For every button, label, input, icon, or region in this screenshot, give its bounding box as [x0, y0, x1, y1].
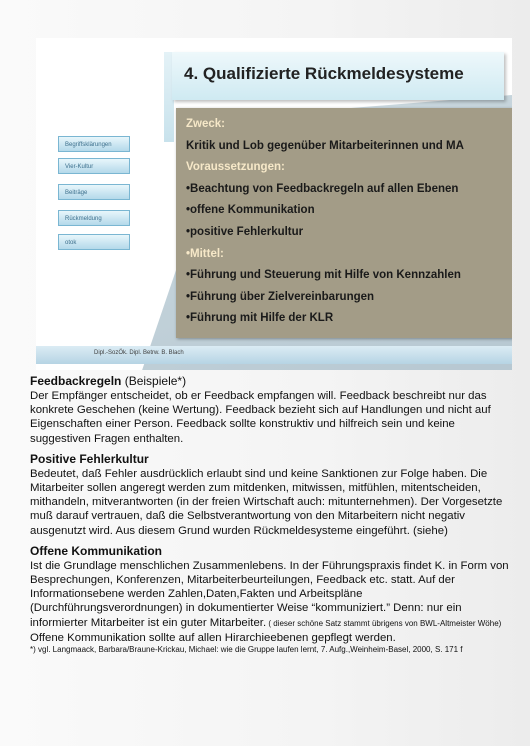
feedback-title-suffix: (Beispiele*): [121, 374, 187, 388]
kommunikation-text-end: Offene Kommunikation sollte auf allen Hirarchieebenen gepflegt werden.: [30, 631, 396, 644]
kommunikation-body: [30, 559, 510, 645]
slide-content: [186, 114, 512, 330]
feedback-section: [30, 374, 510, 446]
kommunikation-text: Ist die Grundlage menschlichen Zusammenlebens. In der Führungspraxis findet K. in Form von Besprechungen, Konferenzen, Mitarbeiterbeurteilungen, Feedback etc. statt. Auf der Informationsebene werden Zahlen,Daten,Fakten und Arbeitspläne (Durchführungsverordnungen) in dokumentierter Weise “kommuniziert.” Denn: nur ein informierter Mitarbeiter ist ein guter Mitarbeiter.: [30, 559, 509, 629]
fehlerkultur-body: Bedeutet, daß Fehler ausdrücklich erlaubt sind und keine Sanktionen zur Folge haben. Die Mitarbeiter sollen angeregt werden zum mitdenken, mitwissen, mitfühlen, mitentscheiden, mithandeln, mitverantworten (in der freien Wirtschaft auch: mitunternehmen). Der Vorgesetzte muß darauf vertrauen, daß die Selbstverantwortung von den Mitarbeitern nicht negativ ausgenutzt wird. Aus diesem Grund wurden Rückmeldesysteme eingeführt. (siehe): [30, 467, 503, 537]
slide-image: [36, 38, 512, 370]
slide-nav-tab: Rückmeldung: [58, 210, 130, 226]
fehlerkultur-section: [30, 452, 510, 538]
slide-nav-tab: otok: [58, 234, 130, 250]
slide-line: •positive Fehlerkultur: [186, 225, 304, 238]
slide-line: •Führung über Zielvereinbarungen: [186, 290, 375, 303]
slide-nav-tab: Vier-Kultur: [58, 158, 130, 174]
slide-footer: Dipl.-SozÖk. Dipl. Betrw. B. Blach: [94, 350, 184, 356]
slide-nav-tab: Begriffsklärungen: [58, 136, 130, 152]
slide-line: Zweck:: [186, 118, 225, 130]
slide-line: •Mittel:: [186, 247, 224, 260]
feedback-body: Der Empfänger entscheidet, ob er Feedback empfangen will. Feedback beschreibt nur das konkrete Geschehen (keine Wertung). Feedback bezieht sich auf Handlungen und nicht auf Eigenschaften einer Person. Feedback sollte konstruktiv und hilfreich sein und keine suggestiven Fragen enthalten.: [30, 390, 491, 445]
kommunikation-heading: Offene Kommunikation: [30, 543, 163, 558]
slide-line: •offene Kommunikation: [186, 204, 315, 217]
document-body: [30, 374, 510, 661]
slide-line: Voraussetzungen:: [186, 161, 285, 174]
footnote: *) vgl. Langmaack, Barbara/Braune-Krickau, Michael: wie die Gruppe laufen lernt, 7. Aufg.,Weinheim-Basel, 2000, S. 171 f: [30, 645, 463, 655]
kommunikation-section: [30, 544, 510, 655]
kommunikation-aside: ( dieser schöne Satz stammt übrigens von BWL-Altmeister Wöhe): [266, 618, 502, 628]
slide-line: •Beachtung von Feedbackregeln auf allen Ebenen: [186, 182, 459, 195]
feedback-heading: [30, 374, 510, 389]
slide-line: Kritik und Lob gegenüber Mitarbeiterinnen und MA: [186, 139, 464, 152]
slide-line: •Führung mit Hilfe der KLR: [186, 312, 334, 325]
slide-title: 4. Qualifizierte Rückmeldesysteme: [184, 64, 464, 83]
slide-nav-tab: Beiträge: [58, 184, 130, 200]
slide-line: •Führung und Steuerung mit Hilfe von Kennzahlen: [186, 269, 461, 282]
feedback-title: Feedbackregeln: [30, 374, 122, 388]
fehlerkultur-heading: Positive Fehlerkultur: [30, 451, 149, 466]
